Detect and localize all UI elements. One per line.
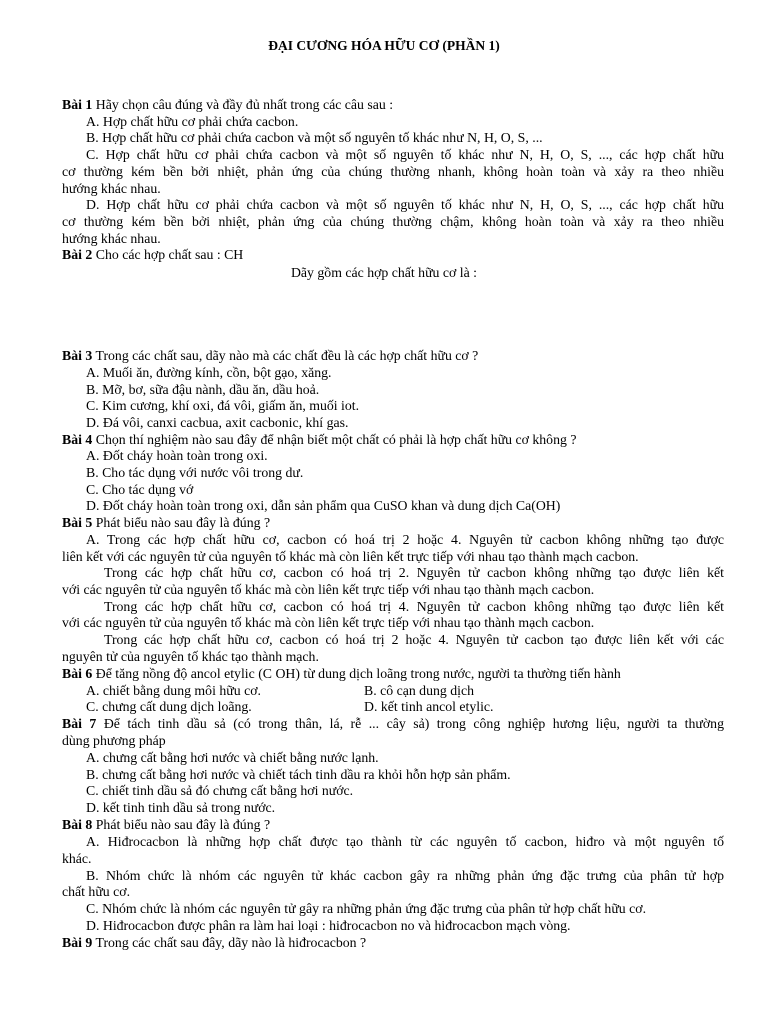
option-line: với các nguyên tử của nguyên tố khác mà còn liên kết trực tiếp với nhau tạo thành mạch cacbon.: [62, 615, 595, 630]
option-line: nguyên tử của nguyên tố khác tạo thành mạch.: [62, 649, 319, 664]
question-text: Chọn thí nghiệm nào sau đây để nhận biết một chất có phải là hợp chất hữu cơ không ?: [92, 432, 577, 447]
option-line: C. Hợp chất hữu cơ phải chứa cacbon và một số nguyên tố khác như N, H, O, S, ..., các hợp chất hữu: [86, 147, 724, 162]
question-text: Trong các chất sau đây, dãy nào là hiđrocacbon ?: [92, 935, 367, 950]
option-line: Trong các hợp chất hữu cơ, cacbon có hoá trị 2. Nguyên tử cacbon không những tạo được liên kết: [104, 565, 724, 580]
option-line: D. Đốt cháy hoàn toàn trong oxi, dẫn sản phẩm qua CuSO khan và dung dịch Ca(OH): [86, 498, 561, 513]
option-line: khác.: [62, 851, 92, 866]
question-label: Bài 8: [62, 817, 93, 832]
option-line: với các nguyên tử của nguyên tố khác mà còn liên kết trực tiếp với nhau tạo thành mạch cacbon.: [62, 582, 595, 597]
question-9: [62, 934, 724, 951]
option-line: A. Muối ăn, đường kính, cồn, bột gạo, xăng.: [86, 365, 332, 380]
question-label: Bài 7: [62, 716, 97, 731]
option-line: A. Hợp chất hữu cơ phải chứa cacbon.: [86, 114, 299, 129]
question-label: Bài 9: [62, 935, 93, 950]
option-line: C. Nhóm chức là nhóm các nguyên tử gây ra những phản ứng đặc trưng của phân tử hợp chất hữu cơ.: [86, 901, 647, 916]
option-line: cơ thường kém bền bởi nhiệt, phản ứng của chúng thường chậm, không hoàn toàn và xảy ra theo nhiều: [62, 214, 724, 229]
option-line: B. Mỡ, bơ, sữa đậu nành, dầu ăn, dầu hoả.: [86, 382, 320, 397]
question-1: [62, 96, 724, 113]
question-8: [62, 816, 724, 833]
question-label: Bài 5: [62, 515, 93, 530]
option-line: C. chiết tinh dầu sả đó chưng cất bằng hơi nước.: [86, 783, 354, 798]
question-text: Phát biểu nào sau đây là đúng ?: [92, 515, 271, 530]
option-line: Trong các hợp chất hữu cơ, cacbon có hoá trị 2 hoặc 4. Nguyên tử cacbon tạo được liên kết với các: [104, 632, 724, 647]
question-3: [62, 347, 724, 364]
question-label: Bài 3: [62, 348, 93, 363]
page-title: ĐẠI CƯƠNG HÓA HỮU CƠ (PHẦN 1): [268, 38, 500, 53]
option-line: A. Hiđrocacbon là những hợp chất được tạo thành từ các nguyên tố cacbon, hiđro và một nguyên tố: [86, 834, 724, 849]
question-text: Cho các hợp chất sau : CH: [92, 247, 244, 262]
option-line: D. Hiđrocacbon được phân ra làm hai loại : hiđrocacbon no và hiđrocacbon mạch vòng.: [86, 918, 571, 933]
question-label: Bài 4: [62, 432, 93, 447]
option-line: B. Nhóm chức là nhóm các nguyên tử khác cacbon gây ra những phản ứng đặc trưng của phân tử hợp: [86, 868, 724, 883]
question-5: [62, 514, 724, 531]
question-7: [62, 715, 724, 732]
question-label: Bài 2: [62, 247, 93, 262]
question-text: Để tách tinh dầu sả (có trong thân, lá, rễ ... cây sả) trong công nghiệp hương liệu, người ta thường: [96, 716, 724, 731]
option-line: D. Hợp chất hữu cơ phải chứa cacbon và một số nguyên tố khác như N, H, O, S, ..., các hợp chất hữu: [86, 197, 724, 212]
option-line: B. Hợp chất hữu cơ phải chứa cacbon và một số nguyên tố khác như N, H, O, S, ...: [86, 130, 543, 145]
option-line: B. cô cạn dung dịch: [364, 683, 474, 698]
question-text: Để tăng nồng độ ancol etylic (C OH) từ dung dịch loãng trong nước, người ta thường tiến hành: [92, 666, 621, 681]
option-line: dùng phương pháp: [62, 733, 166, 748]
option-line: B. Cho tác dụng với nước vôi trong dư.: [86, 465, 304, 480]
question-text: Phát biểu nào sau đây là đúng ?: [92, 817, 271, 832]
question-6: [62, 665, 724, 682]
option-line: B. chưng cất bằng hơi nước và chiết tách tinh dầu ra khỏi hỗn hợp sản phẩm.: [86, 767, 511, 782]
option-line: D. kết tinh tinh dầu sả trong nước.: [86, 800, 276, 815]
question-label: Bài 6: [62, 666, 93, 681]
question-text: Hãy chọn câu đúng và đầy đủ nhất trong các câu sau :: [92, 97, 394, 112]
option-line: chất hữu cơ.: [62, 884, 131, 899]
question-2-prompt: Dãy gồm các hợp chất hữu cơ là :: [290, 265, 478, 280]
question-4: [62, 431, 724, 448]
option-line: cơ thường kém bền bởi nhiệt, phản ứng của chúng thường nhanh, không hoàn toàn và xảy ra theo nhiều: [62, 164, 724, 179]
option-line: liên kết với các nguyên tử của nguyên tố khác mà còn liên kết trực tiếp với nhau tạo thành mạch cacbon.: [62, 549, 639, 564]
option-line: D. Đá vôi, canxi cacbua, axit cacbonic, khí gas.: [86, 415, 349, 430]
question-2: [62, 246, 724, 263]
option-line: hướng khác nhau.: [62, 181, 161, 196]
option-line: C. Cho tác dụng vớ: [86, 482, 194, 497]
option-line: A. chưng cất bằng hơi nước và chiết bằng nước lạnh.: [86, 750, 379, 765]
option-line: A. chiết bằng dung môi hữu cơ.: [86, 683, 261, 698]
question-text: Trong các chất sau, dãy nào mà các chất đều là các hợp chất hữu cơ ?: [92, 348, 479, 363]
option-line: A. Trong các hợp chất hữu cơ, cacbon có hoá trị 2 hoặc 4. Nguyên tử cacbon không những tạo được: [86, 532, 724, 547]
option-line: A. Đốt cháy hoàn toàn trong oxi.: [86, 448, 268, 463]
option-line: C. Kim cương, khí oxi, đá vôi, giấm ăn, muối iot.: [86, 398, 360, 413]
option-line: hướng khác nhau.: [62, 231, 161, 246]
option-line: D. kết tinh ancol etylic.: [364, 699, 494, 714]
option-line: C. chưng cất dung dịch loãng.: [86, 699, 252, 714]
option-line: Trong các hợp chất hữu cơ, cacbon có hoá trị 4. Nguyên tử cacbon không những tạo được liên kết: [104, 599, 724, 614]
question-label: Bài 1: [62, 97, 93, 112]
